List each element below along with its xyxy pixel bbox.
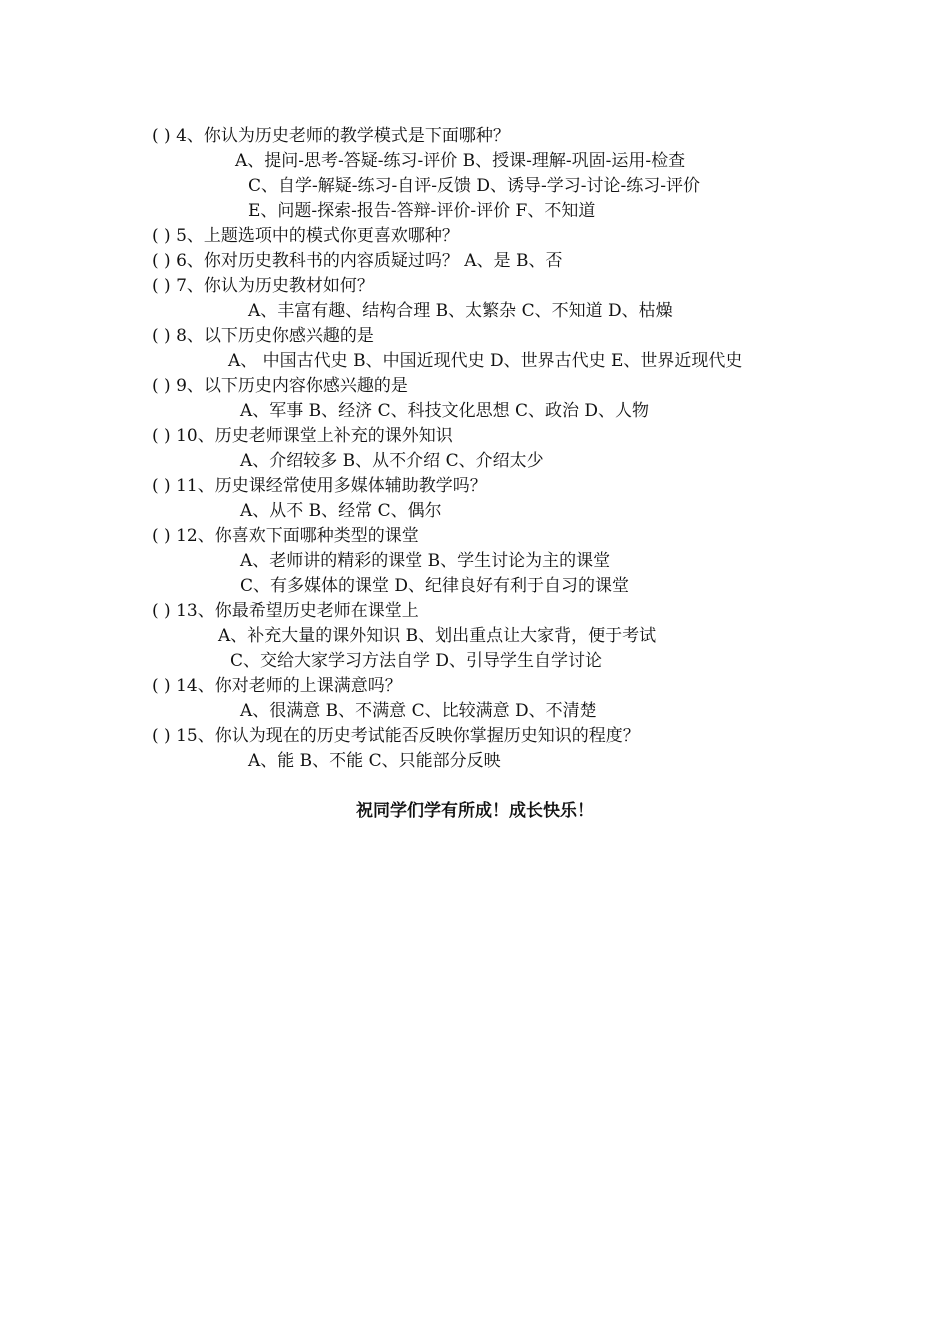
question-8-options: A、 中国古代史 B、中国近现代史 D、世界古代史 E、世界近现代史 (228, 351, 743, 371)
question-6: ( ) 6、你对历史教科书的内容质疑过吗？ A、是 B、否 (152, 251, 563, 271)
question-12-options-cd: C、有多媒体的课堂 D、纪律良好有利于自习的课堂 (240, 576, 630, 596)
question-12: ( ) 12、你喜欢下面哪种类型的课堂 (152, 526, 419, 546)
question-12-options-ab: A、老师讲的精彩的课堂 B、学生讨论为主的课堂 (240, 551, 611, 571)
question-7: ( ) 7、你认为历史教材如何？ (152, 276, 374, 296)
closing-message: 祝同学们学有所成！成长快乐！ (356, 801, 594, 821)
question-8: ( ) 8、以下历史你感兴趣的是 (152, 326, 374, 346)
question-7-options: A、丰富有趣、结构合理 B、太繁杂 C、不知道 D、枯燥 (248, 301, 673, 321)
question-4-options-cd: C、自学-解疑-练习-自评-反馈 D、诱导-学习-讨论-练习-评价 (248, 176, 700, 196)
question-14: ( ) 14、你对老师的上课满意吗？ (152, 676, 402, 696)
question-13: ( ) 13、你最希望历史老师在课堂上 (152, 601, 419, 621)
question-9-options: A、军事 B、经济 C、科技文化思想 C、政治 D、人物 (240, 401, 650, 421)
question-15-options: A、能 B、不能 C、只能部分反映 (248, 751, 501, 771)
question-13-options-cd: C、交给大家学习方法自学 D、引导学生自学讨论 (230, 651, 603, 671)
question-4: ( ) 4、你认为历史老师的教学模式是下面哪种？ (152, 126, 510, 146)
question-4-options-ab: A、提问-思考-答疑-练习-评价 B、授课-理解-巩固-运用-检查 (235, 151, 686, 171)
question-11-options: A、从不 B、经常 C、偶尔 (240, 501, 442, 521)
question-11: ( ) 11、历史课经常使用多媒体辅助教学吗？ (152, 476, 487, 496)
question-15: ( ) 15、你认为现在的历史考试能否反映你掌握历史知识的程度？ (152, 726, 640, 746)
question-13-options-ab: A、补充大量的课外知识 B、划出重点让大家背，便于考试 (218, 626, 657, 646)
question-10-options: A、介绍较多 B、从不介绍 C、介绍太少 (240, 451, 544, 471)
question-14-options: A、很满意 B、不满意 C、比较满意 D、不清楚 (240, 701, 597, 721)
question-5: ( ) 5、上题选项中的模式你更喜欢哪种？ (152, 226, 459, 246)
question-10: ( ) 10、历史老师课堂上补充的课外知识 (152, 426, 453, 446)
question-4-options-ef: E、问题-探索-报告-答辩-评价-评价 F、不知道 (248, 201, 596, 221)
question-9: ( ) 9、以下历史内容你感兴趣的是 (152, 376, 408, 396)
